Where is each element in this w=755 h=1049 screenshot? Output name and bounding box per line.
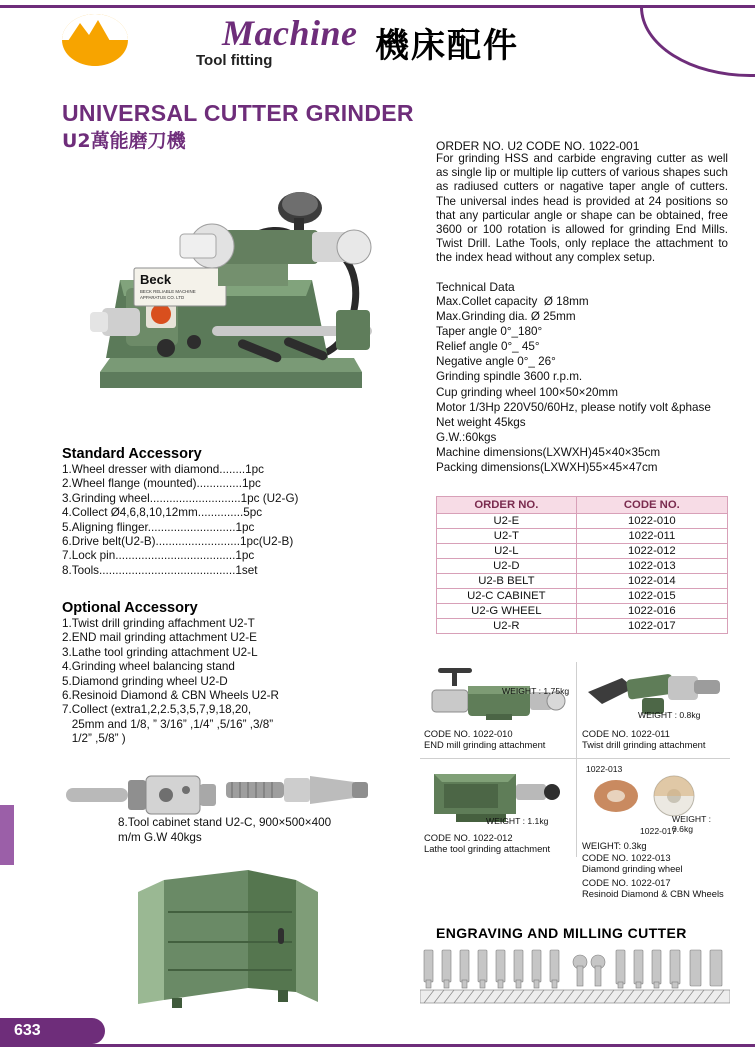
company-logo [62, 14, 128, 66]
list-item: Motor 1/3Hp 220V50/60Hz, please notify volt &phase [436, 400, 711, 414]
machine-photo [62, 160, 412, 415]
wheel-name-a: Diamond grinding wheel [582, 863, 683, 874]
list-item: G.W.:60kgs [436, 430, 497, 444]
list-item: 6.Drive belt(U2-B)..........................1pc(U2-B) [62, 535, 294, 549]
list-item: 8.Tools..........................................1set [62, 563, 258, 577]
cell-code-no: 1022-011 [576, 529, 727, 544]
cell-code-no: 1022-010 [576, 514, 727, 529]
table-row [437, 514, 728, 529]
order-code-line: ORDER NO. U2 CODE NO. 1022-001 [436, 139, 640, 153]
list-item: Max.Collet capacity Ø 18mm [436, 295, 589, 308]
list-item: 25mm and 1/8, ” 3/16” ,1/4” ,5/16” ,3/8” [62, 717, 274, 731]
footer-bottom-rule [0, 1044, 755, 1047]
accessory-weight: WEIGHT : 0.8kg [638, 710, 701, 720]
column-header-order-no: ORDER NO. [437, 497, 577, 514]
list-item: 7.Collect (extra1,2,2.5,3,5,7,9,18,20, [62, 703, 252, 717]
table-row [437, 529, 728, 544]
list-item: 3.Grinding wheel............................1pc (U2-G) [62, 491, 299, 505]
tool-cabinet-photo [128, 862, 328, 1017]
list-item: 5.Diamond grinding wheel U2-D [62, 674, 228, 688]
engraving-section-heading: ENGRAVING AND MILLING CUTTER [436, 925, 687, 941]
wheel-weight-b: WEIGHT : 0.6kg [672, 814, 711, 834]
list-item: 5.Aligning flinger...........................1pc [62, 520, 255, 534]
svg-text:Beck: Beck [140, 272, 172, 287]
list-item: 3.Lathe tool grinding attachment U2-L [62, 645, 258, 659]
cabinet-note-line1: 8.Tool cabinet stand U2-C, 900×500×400 [118, 816, 332, 829]
list-item: 1/2” ,5/8” ) [62, 732, 126, 746]
accessory-code: CODE NO. 1022-012 [424, 832, 513, 843]
list-item: Machine dimensions(LXWXH)45×40×35cm [436, 445, 661, 459]
cell-order-no: U2-D [437, 559, 577, 574]
accessory-card-end-mill [424, 664, 574, 750]
cutter-row-illustration [420, 948, 730, 1008]
accessory-name: Twist drill grinding attachment [582, 739, 706, 750]
logo-mountain-icon [62, 14, 128, 66]
tool-cabinet-illustration [128, 862, 328, 1017]
list-item: 2.Wheel flange (mounted)..............1pc [62, 477, 261, 491]
table-row [437, 619, 728, 634]
table-header-row [437, 497, 728, 514]
svg-text:APPARATUS CO. LTD: APPARATUS CO. LTD [140, 295, 185, 300]
standard-accessory-heading: Standard Accessory [62, 446, 202, 462]
page-header [0, 0, 755, 80]
list-item: 1.Twist drill grinding affachment U2-T [62, 617, 255, 630]
cell-code-no: 1022-013 [576, 559, 727, 574]
accessory-code: CODE NO. 1022-011 [582, 728, 670, 739]
universal-cutter-grinder-illustration [62, 160, 412, 415]
technical-data-list [436, 294, 736, 475]
list-item: 1.Wheel dresser with diamond........1pc [62, 463, 265, 476]
standard-accessory-list [62, 463, 417, 578]
svg-text:BECK RELIABLE MACHINE: BECK RELIABLE MACHINE [140, 289, 196, 294]
list-item: Relief angle 0°_ 45° [436, 340, 540, 354]
cell-order-no: U2-E [437, 514, 577, 529]
cell-code-no: 1022-012 [576, 544, 727, 559]
product-title-cn: U2萬能磨刀機 [62, 130, 186, 152]
header-title-cn: 機床配件 [375, 26, 519, 66]
accessory-weight: WEIGHT : 1.75kg [502, 686, 570, 696]
accessory-card-twist-drill [582, 664, 732, 750]
list-item: 4.Collect Ø4,6,8,10,12mm..............5pc [62, 506, 263, 520]
cell-order-no: U2-L [437, 544, 577, 559]
cabinet-stand-note [118, 816, 408, 845]
cell-code-no: 1022-015 [576, 589, 727, 604]
accessory-weight: WEIGHT : 1.1kg [486, 816, 549, 826]
list-item: Cup grinding wheel 100×50×20mm [436, 385, 618, 399]
page-number: 633 [14, 1022, 41, 1039]
list-item: Max.Grinding dia. Ø 25mm [436, 310, 576, 324]
cell-order-no: U2-R [437, 619, 577, 634]
list-item: Packing dimensions(LXWXH)55×45×47cm [436, 461, 658, 475]
list-item: Grinding spindle 3600 r.p.m. [436, 370, 583, 384]
order-code-table [436, 496, 728, 634]
cell-order-no: U2-C CABINET [437, 589, 577, 604]
product-description: For grinding HSS and carbide engraving cutter as well as single lip or multiple lip cutters of various shapes such as radiused cutters or nagative taper angle of cutters. The universal indes head is provided at 24 positions so that any particular angle or shape can be obtained, free 3600 or 100 rotation is allowed for grinding End Mills. Twist Drill. Lathe Tools, only replace the attachment to the index head without any complex setup. [436, 152, 728, 265]
column-header-code-no: CODE NO. [576, 497, 727, 514]
wheel-code-b: CODE NO. 1022-017 [582, 877, 671, 888]
list-item: Taper angle 0°_180° [436, 325, 543, 339]
wheel-name-b: Resinoid Diamond & CBN Wheels [582, 888, 724, 899]
table-row [437, 589, 728, 604]
wheel-label-a: 1022-013 [586, 764, 623, 774]
list-item: 4.Grinding wheel balancing stand [62, 660, 235, 674]
cell-order-no: U2-G WHEEL [437, 604, 577, 619]
optional-accessory-list [62, 617, 417, 747]
engraving-cutter-strip [420, 948, 730, 1008]
accessory-grid-vertical-divider [576, 662, 577, 857]
list-item: 2.END mail grinding attachment U2-E [62, 631, 257, 645]
cell-order-no: U2-B BELT [437, 574, 577, 589]
cabinet-note-line2: m/m G.W 40kgs [118, 830, 202, 844]
wheel-weight-a: WEIGHT: 0.3kg [582, 840, 647, 851]
header-corner-curve [640, 5, 755, 77]
table-row [437, 559, 728, 574]
side-tab-marker [0, 805, 14, 865]
wheel-label-b: 1022-017 [640, 826, 677, 836]
table-row [437, 574, 728, 589]
wheel-code-a: CODE NO. 1022-013 [582, 852, 671, 863]
list-item: 6.Resinoid Diamond & CBN Wheels U2-R [62, 689, 279, 703]
accessory-name: Lathe tool grinding attachment [424, 843, 551, 854]
optional-accessory-heading: Optional Accessory [62, 600, 198, 616]
product-title-en: UNIVERSAL CUTTER GRINDER [62, 100, 414, 126]
cell-code-no: 1022-017 [576, 619, 727, 634]
cell-code-no: 1022-016 [576, 604, 727, 619]
list-item: Net weight 45kgs [436, 415, 526, 429]
technical-data-heading: Technical Data [436, 280, 515, 294]
accessory-grid-horizontal-divider [420, 758, 730, 759]
list-item: 7.Lock pin.....................................1pc [62, 549, 255, 563]
header-title-en: Machine [222, 13, 358, 53]
table-row [437, 544, 728, 559]
table-row [437, 604, 728, 619]
list-item: Negative angle 0°_ 26° [436, 355, 556, 369]
accessory-name: END mill grinding attachment [424, 739, 546, 750]
accessory-code: CODE NO. 1022-010 [424, 728, 513, 739]
cell-code-no: 1022-014 [576, 574, 727, 589]
accessory-card-lathe-tool [424, 764, 574, 854]
header-subtitle-en: Tool fitting [196, 52, 273, 69]
cell-order-no: U2-T [437, 529, 577, 544]
